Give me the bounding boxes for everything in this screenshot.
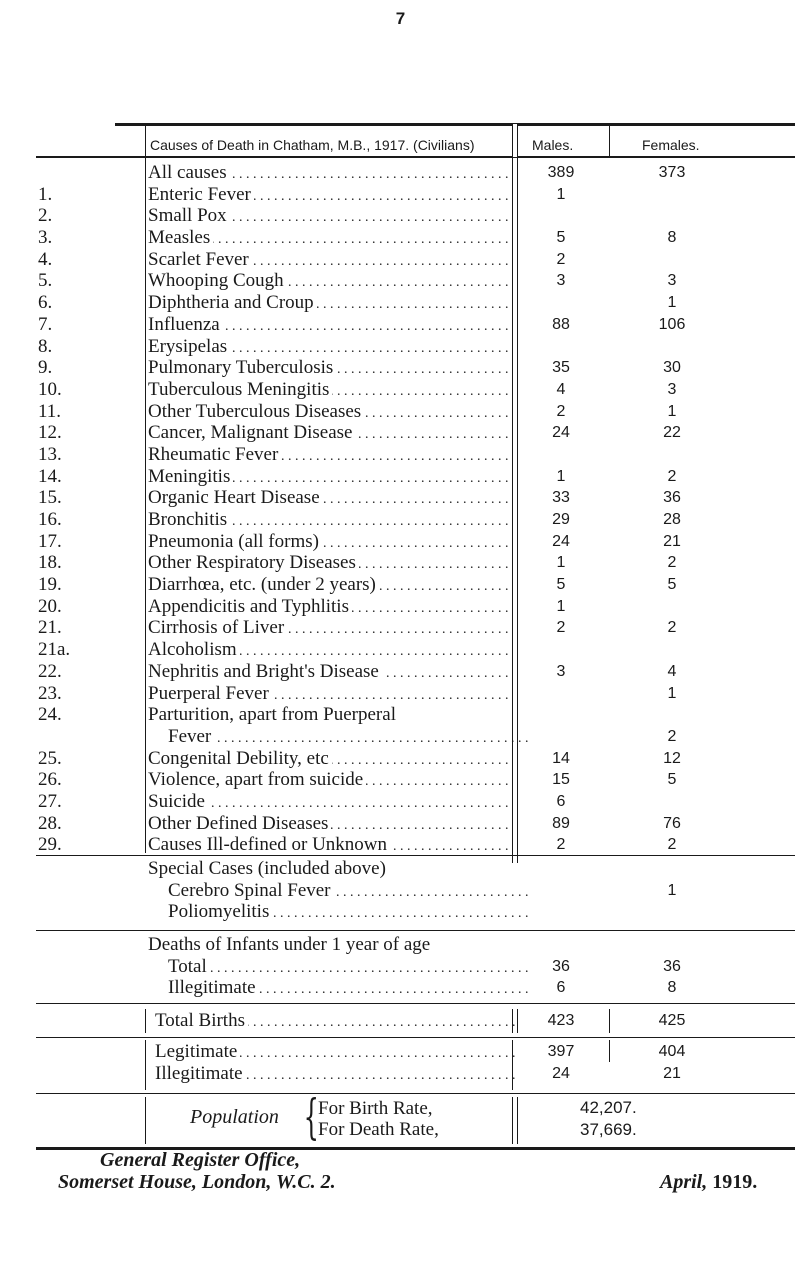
cause-number: 17. [38,530,62,552]
cause-label [148,791,510,813]
males-value: 389 [547,164,575,181]
population-label: Population [190,1106,279,1128]
footer-date-year: 1919. [712,1171,758,1193]
cause-label-text: Bronchitis [148,509,230,530]
cause-label [148,401,510,423]
females-value: 8 [667,229,677,247]
cause-row [0,357,801,379]
cause-row [0,314,801,336]
total-births-row: . . . Total Births 423 425 [0,1010,801,1032]
cause-label-text: Causes Ill-defined or Unknown [148,834,390,855]
females-value: 28 [663,511,681,528]
cause-label-text: Cancer, Malignant Disease [148,422,355,443]
cause-number: 13. [38,443,62,465]
infants-row: . . . Illegitimate 6 8 [0,977,801,999]
cause-label-text: Appendicitis and Typhlitis [148,596,352,617]
cause-number: 7. [38,313,53,335]
cause-row [0,162,801,184]
footer-address: Somerset House, London, W.C. 2. [58,1171,336,1193]
cause-label-text: Congenital Debility, etc [148,748,332,769]
header-divider-right [609,124,610,157]
cause-number: 21. [38,617,62,639]
cause-label [148,661,510,683]
cause-label [148,683,510,705]
cause-label [148,531,510,553]
cause-number: 14. [38,465,62,487]
cause-label [148,552,510,574]
births-row: . . . Legitimate 397 404 [0,1041,801,1063]
rule-after-infants [36,1003,795,1004]
females-value: 30 [663,359,681,377]
death-rate-value: 37,669. [580,1120,637,1139]
cause-number: 19. [38,574,62,596]
cause-label-text: Cirrhosis of Liver [148,617,287,638]
cause-label [148,639,510,661]
cause-number: 9. [38,357,53,379]
cause-label-text: Influenza [148,314,223,335]
cause-number: 18. [38,552,62,574]
cause-row [0,834,801,856]
cause-row [0,726,801,748]
cause-row [0,379,801,401]
cause-label [148,184,510,206]
cause-number: 28. [38,812,62,834]
cause-label-text: Organic Heart Disease [148,487,323,508]
males-value: 24 [552,532,570,550]
males-value: 6 [556,792,566,810]
cause-row [0,704,801,726]
cause-row [0,661,801,683]
cause-row [0,249,801,271]
cause-label-text: Other Defined Diseases [148,813,331,834]
causes-table [0,162,801,856]
cause-number: 29. [38,834,62,856]
cause-number: 8. [38,335,53,357]
males-value: 2 [556,402,566,420]
cause-row [0,336,801,358]
females-value: 1 [667,294,677,312]
females-value: 2 [667,836,677,854]
females-value: 2 [667,619,677,637]
population-brace: { [303,1089,319,1145]
special-case-row: . . . Cerebro Spinal Fever 1 [0,880,801,902]
cause-number: 10. [38,378,62,400]
cause-row [0,769,801,791]
females-value: 3 [667,272,677,290]
cause-row [0,552,801,574]
cause-label-text: Whooping Cough [148,270,287,291]
cause-label [148,834,510,856]
cause-label [148,205,510,227]
cause-number: 20. [38,595,62,617]
females-value: 3 [667,380,677,398]
cause-label [148,748,510,770]
cause-number: 12. [38,422,62,444]
cause-label-text: Meningitis [148,466,233,487]
cause-row [0,466,801,488]
footer-date [660,1171,757,1194]
cause-number: 22. [38,660,62,682]
cause-row [0,444,801,466]
rule-after-births [36,1093,795,1094]
cause-label [148,813,510,835]
footer-office: General Register Office, [100,1149,301,1171]
cause-number: 4. [38,248,53,270]
males-value: 3 [556,662,566,680]
cause-row [0,487,801,509]
cause-label [168,726,530,748]
cause-label [148,379,510,401]
cause-label [148,357,510,379]
males-value: 14 [552,749,570,767]
males-value: 1 [556,554,566,572]
males-value: 1 [556,185,566,203]
births-section [0,1041,801,1084]
cause-row [0,227,801,249]
females-value: 106 [658,315,686,333]
cause-label-text: Pneumonia (all forms) [148,531,322,552]
cause-label [148,704,510,726]
females-value: 2 [667,467,677,485]
males-value: 3 [556,272,566,290]
females-value: 1 [667,684,677,702]
cause-label [148,227,510,249]
females-value: 373 [658,164,686,181]
cause-number: 21a. [38,639,71,661]
females-value: 22 [663,424,681,442]
cause-label [148,249,510,271]
cause-label [148,596,510,618]
females-value: 2 [667,727,677,745]
infants-heading: Deaths of Infants under 1 year of age [148,934,433,955]
cause-row [0,574,801,596]
cause-number: 27. [38,790,62,812]
births-row: . . . Illegitimate 24 21 [0,1063,801,1085]
cause-label [148,617,510,639]
special-case-row: . . . Poliomyelitis [0,901,801,923]
cause-label [148,162,510,184]
cause-row [0,791,801,813]
cause-label-text: All causes [148,162,230,183]
females-value: 1 [667,402,677,420]
cause-label [148,509,510,531]
header-divider-left [145,124,146,157]
males-value: 4 [556,380,566,398]
males-value: 33 [552,489,570,507]
cause-number: 26. [38,769,62,791]
special-cases-heading: Special Cases (included above) [148,858,389,879]
cause-row [0,205,801,227]
males-value: 2 [556,619,566,637]
cause-number: 16. [38,509,62,530]
birth-rate-label: For Birth Rate, [318,1098,433,1119]
cause-row [0,748,801,770]
cause-number: 25. [38,747,62,769]
cause-label [148,270,510,292]
header-divider-mid [512,124,518,157]
header-bottom-rule [36,156,795,158]
infants-row: . . . Total 36 36 [0,956,801,978]
cause-label-text: Other Respiratory Diseases [148,552,359,573]
cause-number: 23. [38,682,62,704]
cause-label-text: Parturition, apart from Puerperal [148,704,399,725]
males-value: 5 [556,229,566,247]
females-value: 5 [667,576,677,594]
cause-row [0,401,801,423]
death-rate-label: For Death Rate, [318,1119,439,1140]
cause-number: 2. [38,205,53,227]
cause-label-text: Measles [148,227,213,248]
males-value: 88 [552,315,570,333]
cause-label [148,574,510,596]
cause-label-text: Pulmonary Tuberculosis [148,357,336,378]
cause-number: 6. [38,292,53,314]
cause-label [148,769,510,791]
males-value: 1 [556,467,566,485]
cause-label-text: Tuberculous Meningitis [148,379,332,400]
cause-row [0,184,801,206]
cause-label [148,487,510,509]
cause-label [148,292,510,314]
males-value: 5 [556,576,566,594]
rule-after-causes [36,855,795,856]
cause-number: 1. [38,183,53,205]
cause-label [148,466,510,488]
cause-label [148,314,510,336]
cause-row [0,813,801,835]
males-value: 89 [552,814,570,832]
cause-number: 3. [38,227,53,249]
cause-label-text: Suicide [148,791,208,812]
females-value: 12 [663,749,681,767]
cause-row [0,531,801,553]
cause-label-text: Puerperal Fever [148,683,272,704]
cause-number: 15. [38,487,62,509]
females-value: 5 [667,771,677,789]
cause-label-text: Enteric Fever [148,184,254,205]
cause-label-text: Erysipelas [148,336,230,357]
cause-label-text: Small Pox [148,205,230,226]
footer-date-month: April, [660,1171,708,1193]
males-value: 2 [556,836,566,854]
males-value: 24 [552,424,570,442]
females-value: 4 [667,662,677,680]
cause-row [0,422,801,444]
cause-label-text: Violence, apart from suicide [148,769,366,790]
males-value: 15 [552,771,570,789]
cause-row [0,683,801,705]
males-value: 29 [552,511,570,528]
cause-row [0,617,801,639]
special-cases-section [0,858,801,923]
page-number: 7 [395,9,406,28]
females-value: 21 [663,532,681,550]
header-males: Males. [532,137,574,153]
males-value: 35 [552,359,570,377]
cause-number: 11. [38,400,62,422]
cause-label-text: Diphtheria and Croup [148,292,317,313]
header-title: Causes of Death in Chatham, M.B., 1917. (Civilians) [150,137,475,153]
cause-label-text: Nephritis and Bright's Disease [148,661,382,682]
cause-number: 24. [38,704,62,726]
cause-number: 5. [38,270,53,292]
cause-label-text: Rheumatic Fever [148,444,281,465]
infants-section [0,934,801,999]
cause-row [0,292,801,314]
rule-after-total-births [36,1037,795,1038]
cause-label-text: Other Tuberculous Diseases [148,401,364,422]
cause-label-text: Scarlet Fever [148,249,252,270]
cause-row [0,639,801,661]
birth-rate-value: 42,207. [580,1098,637,1117]
header-females: Females. [642,137,700,153]
females-value: 36 [663,489,681,507]
cause-row [0,596,801,618]
cause-label-text: Fever [168,726,214,747]
cause-row [0,270,801,292]
females-value: 76 [663,814,681,832]
cause-row [0,509,801,531]
males-value: 1 [556,597,566,615]
males-value: 2 [556,250,566,268]
cause-label [148,444,510,466]
cause-label-text: Alcoholism [148,639,240,660]
rule-after-special [36,930,795,931]
cause-label-text: Diarrhœa, etc. (under 2 years) [148,574,379,595]
header-top-rule [115,123,795,126]
cause-label [148,422,510,444]
females-value: 2 [667,554,677,572]
cause-label [148,336,510,358]
pop-divider-left [145,1097,146,1144]
pop-divider-mid [512,1097,518,1144]
